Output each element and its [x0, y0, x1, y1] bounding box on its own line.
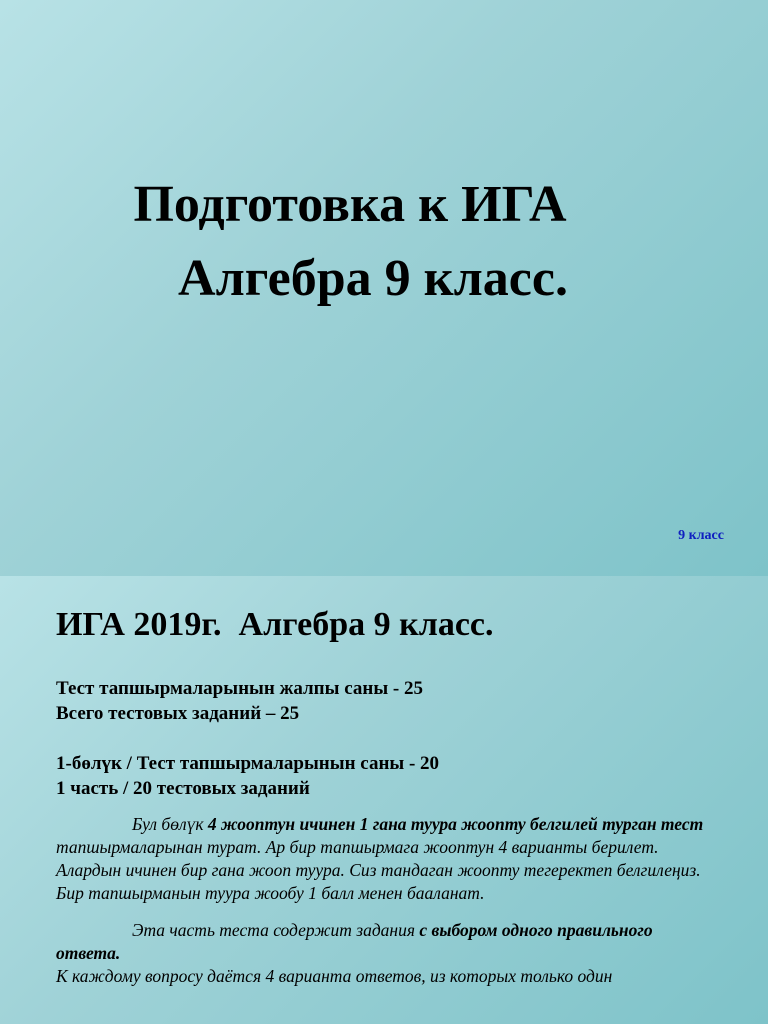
total-tasks-russian: Всего тестовых заданий – 25 — [56, 703, 300, 724]
slide-2 — [0, 576, 768, 1024]
total-tasks-kyrgyz: Тест тапшырмаларынын жалпы саны - 25 — [56, 678, 423, 699]
part-1-description-russian — [56, 919, 721, 988]
slide-1-title-line-1: Подготовка к ИГА — [133, 176, 567, 233]
para-2-next: К каждому вопросу даётся 4 варианта ответов, из которых только один — [56, 966, 613, 986]
para-1-end: тапшырмаларынан турат. Ар бир тапшырмага жооптун 4 варианты берилет. Алардын ичинен бир гана жооп туура. Сиз тандаган жоопту тегеректеп белгилеңиз. Бир тапшырманын туура жообу 1 балл менен бааланат. — [56, 837, 701, 903]
para-2-start: Эта часть теста содержит задания — [132, 920, 420, 940]
slide-1-title — [0, 168, 700, 316]
para-2-bold: с выбором одного правильного ответа. — [56, 920, 653, 963]
slide-2-title: ИГА 2019г. Алгебра 9 класс. — [56, 606, 494, 643]
slide-2-body — [56, 676, 721, 988]
part-1-russian: 1 часть / 20 тестовых заданий — [56, 778, 310, 799]
part-1-description-kyrgyz — [56, 813, 721, 905]
part-1-kyrgyz: 1-бөлүк / Тест тапшырмаларынын саны - 20 — [56, 753, 440, 774]
slide-1-title-line-2: Алгебра 9 класс. — [178, 250, 568, 307]
para-1-bold: 4 жооптун ичинен 1 гана туура жоопту белгилей турган тест — [207, 814, 704, 834]
slide-1-footer-label: 9 класс — [678, 528, 724, 543]
para-1-start: Бул бөлүк — [132, 814, 208, 834]
